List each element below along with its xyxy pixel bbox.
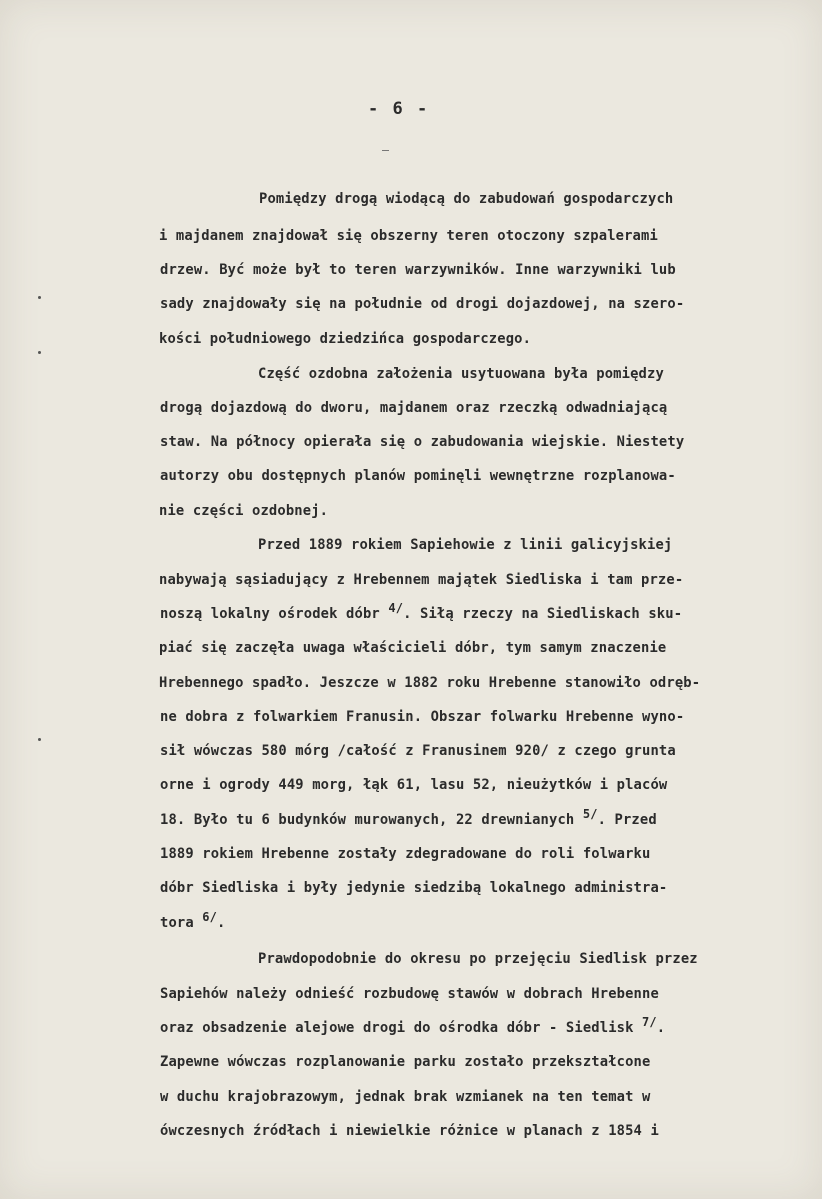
text-line: Zapewne wówczas rozplanowanie parku zostało przekształcone bbox=[160, 1054, 651, 1070]
text-line: w duchu krajobrazowym, jednak brak wzmianek na ten temat w bbox=[160, 1089, 651, 1105]
text-line: Sapiehów należy odnieść rozbudowę stawów w dobrach Hrebenne bbox=[160, 986, 659, 1002]
text-segment: . Przed bbox=[597, 812, 657, 828]
text-line: orne i ogrody 449 morg, łąk 61, lasu 52, nieużytków i placów bbox=[160, 777, 668, 793]
text-line: piać się zaczęła uwaga właścicieli dóbr, tym samym znaczenie bbox=[159, 640, 667, 656]
text-line bbox=[160, 910, 226, 932]
text-line: Prawdopodobnie do okresu po przejęciu Siedlisk przez bbox=[258, 951, 698, 967]
text-line bbox=[160, 807, 657, 829]
text-segment: 18. Było tu 6 budynków murowanych, 22 drewnianych bbox=[160, 812, 575, 828]
text-segment: . Siłą rzeczy na Siedliskach sku- bbox=[403, 606, 683, 622]
text-line: Hrebennego spadło. Jeszcze w 1882 roku Hrebenne stanowiło odręb- bbox=[159, 675, 701, 691]
text-line: i majdanem znajdował się obszerny teren otoczony szpalerami bbox=[159, 228, 658, 244]
text-segment: . bbox=[656, 1020, 666, 1036]
footnote-ref: 5/ bbox=[582, 807, 598, 821]
text-line bbox=[160, 1015, 666, 1037]
text-line: dóbr Siedliska i były jedynie siedzibą lokalnego administra- bbox=[160, 880, 668, 896]
text-line: kości południowego dziedzińca gospodarczego. bbox=[159, 331, 532, 347]
text-line: autorzy obu dostępnych planów pominęli wewnętrzne rozplanowa- bbox=[160, 468, 676, 484]
text-segment: . bbox=[217, 915, 226, 931]
footnote-ref: 7/ bbox=[642, 1015, 657, 1029]
text-line: sady znajdowały się na południe od drogi dojazdowej, na szero- bbox=[160, 296, 685, 312]
text-segment: tora bbox=[160, 915, 194, 931]
text-line: 1889 rokiem Hrebenne zostały zdegradowane do roli folwarku bbox=[160, 846, 651, 862]
text-line: Przed 1889 rokiem Sapiehowie z linii galicyjskiej bbox=[258, 537, 673, 553]
text-line: drzew. Być może był to teren warzywników. Inne warzywniki lub bbox=[160, 262, 676, 278]
text-line: staw. Na północy opierała się o zabudowania wiejskie. Niestety bbox=[160, 434, 685, 450]
page-number: - 6 - bbox=[368, 99, 430, 119]
text-line: nabywają sąsiadujący z Hrebennem majątek Siedliska i tam prze- bbox=[159, 572, 684, 588]
text-segment: noszą lokalny ośrodek dóbr bbox=[160, 606, 380, 622]
text-line: sił wówczas 580 mórg /całość z Franusinem 920/ z czego grunta bbox=[160, 743, 676, 759]
footnote-ref: 4/ bbox=[388, 601, 404, 615]
text-line: nie części ozdobnej. bbox=[159, 503, 329, 519]
text-line: Część ozdobna założenia usytuowana była pomiędzy bbox=[258, 366, 664, 382]
text-line: drogą dojazdową do dworu, majdanem oraz rzeczką odwadniającą bbox=[160, 400, 668, 416]
text-line bbox=[160, 601, 683, 623]
footnote-ref: 6/ bbox=[202, 910, 218, 924]
text-line: ówczesnych źródłach i niewielkie różnice w planach z 1854 i bbox=[160, 1123, 659, 1139]
text-line: Pomiędzy drogą wiodącą do zabudowań gospodarczych bbox=[259, 191, 674, 207]
text-line: ne dobra z folwarkiem Franusin. Obszar folwarku Hrebenne wyno- bbox=[160, 709, 685, 725]
text-segment: oraz obsadzenie alejowe drogi do ośrodka dóbr - Siedlisk bbox=[160, 1020, 634, 1036]
